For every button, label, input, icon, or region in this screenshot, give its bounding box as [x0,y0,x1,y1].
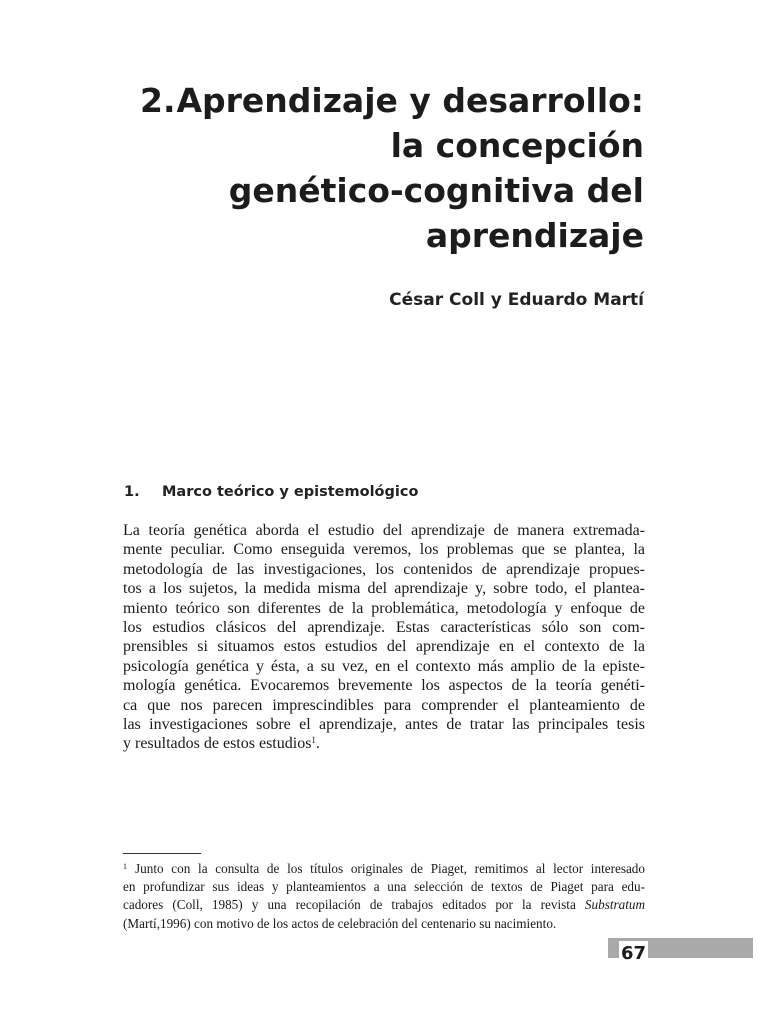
paragraph-line: metodología de las investigaciones, los contenidos de aprendizaje propues- [123,560,645,578]
footnote-line [123,860,645,878]
footnote-line: en profundizar sus ideas y planteamientos a una selección de textos de Piaget para edu- [123,879,645,895]
paragraph-line: mología genética. Evocaremos brevemente los aspectos de la teoría genéti- [123,677,645,695]
footnote-line [123,896,645,914]
paragraph-line: prensibles si situamos estos estudios del aprendizaje en el contexto de la [123,638,645,656]
paragraph-line: tos a los sujetos, la medida misma del aprendizaje y, sobre todo, el plantea- [123,580,645,598]
footnote-journal-name: Substratum [584,897,646,913]
footnote-line-text: Junto con la consulta de los títulos originales de Piaget, remitimos al lector interesado [135,861,645,876]
footnote-reference[interactable]: 1 [311,735,316,746]
section-number: 1. [124,484,140,500]
paragraph-line-text: y resultados de estos estudios [123,735,312,753]
paragraph-end-punctuation: . [315,735,320,753]
paragraph-line: ca que nos parecen imprescindibles para comprender el planteamiento de [123,696,645,714]
paragraph-line: La teoría genética aborda el estudio del aprendizaje de manera extremada- [123,522,645,539]
footnote-marker: 1 [123,862,127,871]
section-heading [124,484,418,500]
chapter-title-text: Aprendizaje y desarrollo: [176,81,644,120]
footnote-line-text: cadores (Coll, 1985) y una recopilación de trabajos editados por la revista [123,897,576,913]
body-paragraph [123,521,645,754]
paragraph-line: los estudios clásicos del aprendizaje. Estas características sólo son com- [123,619,645,637]
chapter-title-line [140,78,644,123]
paragraph-line: psicología genética y ésta, a su vez, en el contexto más amplio de la episte- [123,657,645,675]
footnote-line: (Martí,1996) con motivo de los actos de celebración del centenario su nacimiento. [123,915,557,931]
paragraph-line: miento teórico son diferentes de la problemática, metodología y enfoque de [123,599,645,617]
footnote-separator [123,853,201,854]
footnote [123,860,645,933]
paragraph-line: mente peculiar. Como enseguida veremos, los problemas que se plantea, la [123,541,645,559]
page-number: 67 [619,941,648,967]
chapter-title-line: genético-cognitiva del [228,171,644,210]
paragraph-line: las investigaciones sobre el aprendizaje, antes de tratar las principales tesis [123,716,645,734]
chapter-authors: César Coll y Eduardo Martí [389,290,644,310]
chapter-title-line: la concepción [390,126,644,165]
paragraph-last-line [123,734,645,753]
chapter-title-line: aprendizaje [425,216,644,255]
chapter-number: 2. [140,81,176,120]
chapter-title [140,78,644,258]
section-title: Marco teórico y epistemológico [162,484,419,500]
